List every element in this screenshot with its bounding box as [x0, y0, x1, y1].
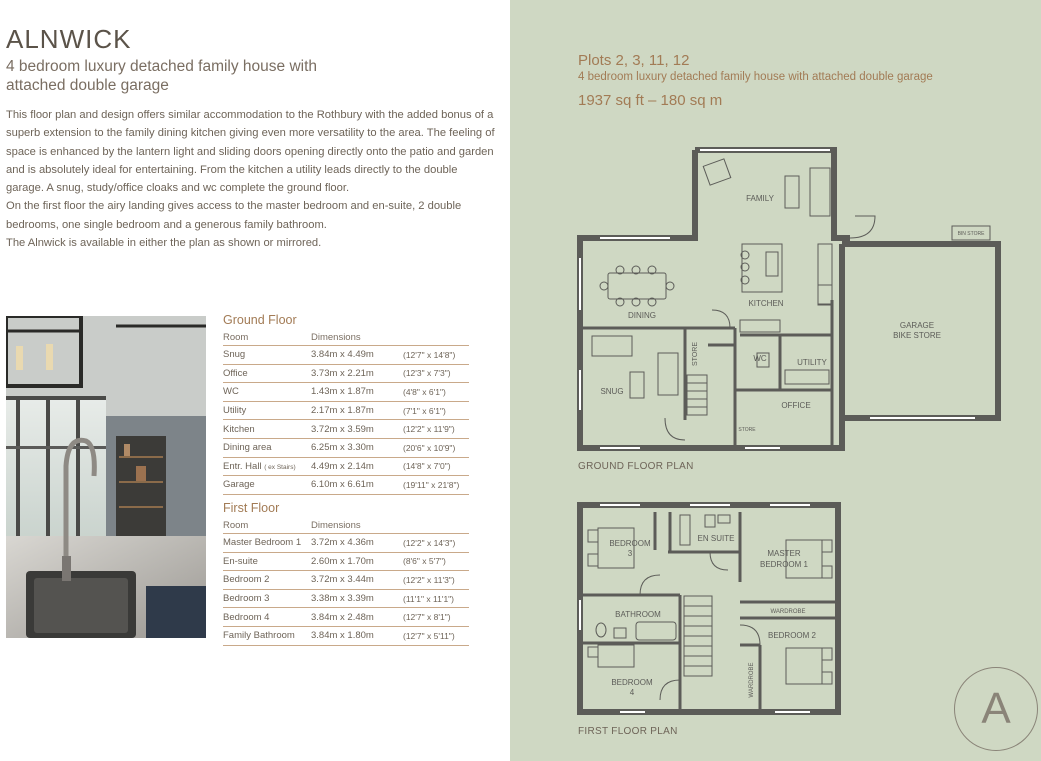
ground-floor-plan — [575, 140, 1035, 455]
metric-dimensions: 2.60m x 1.70m — [311, 555, 374, 567]
room-name — [223, 424, 311, 435]
room-name — [223, 461, 311, 472]
room-label-bedroom-4: BEDROOM — [611, 678, 653, 687]
room-label-store-small: STORE — [738, 427, 756, 433]
metric-dimensions: 3.38m x 3.39m — [311, 593, 374, 605]
room-label-snug: SNUG — [600, 387, 624, 396]
description-paragraph: On the first floor the airy landing gives access to the master bedroom and en-suite, 2 double bedrooms, one single bedroom and a generous family bathroom. — [6, 200, 462, 231]
room-label-bedroom-3-number: 3 — [627, 549, 633, 558]
column-header-dimensions: Dimensions — [311, 331, 361, 343]
imperial-dimensions: (12'7" x 8'1") — [403, 612, 451, 623]
table-row — [223, 608, 469, 627]
table-row — [223, 439, 469, 458]
imperial-dimensions: (20'6" x 10'9") — [403, 442, 456, 453]
table-header-row — [223, 329, 469, 346]
column-header-room: Room — [223, 519, 249, 531]
imperial-dimensions: (12'2" x 11'9") — [403, 424, 455, 435]
table-row — [223, 383, 469, 402]
table-heading: Ground Floor — [223, 313, 297, 327]
ground-floor-table — [223, 313, 469, 495]
room-label-wc: WC — [753, 354, 767, 363]
room-label-store: STORE — [692, 342, 699, 366]
page-subtitle: 4 bedroom luxury detached family house with attached double garage — [6, 58, 318, 94]
imperial-dimensions: (12'7" x 5'11") — [403, 630, 455, 641]
metric-dimensions: 4.49m x 2.14m — [311, 460, 374, 472]
room-name-text: Master Bedroom 1 — [223, 537, 302, 549]
left-panel — [0, 0, 510, 761]
room-name-text: Office — [223, 367, 248, 379]
column-header-dimensions: Dimensions — [311, 519, 361, 531]
room-name-text: Garage — [223, 479, 255, 491]
table-row — [223, 590, 469, 609]
metric-dimensions: 6.10m x 6.61m — [311, 479, 374, 491]
room-name — [223, 349, 311, 360]
room-label-bedroom-2: BEDROOM 2 — [767, 631, 817, 640]
house-type-badge: A — [954, 667, 1038, 751]
table-row — [223, 553, 469, 572]
description-paragraph: The Alnwick is available in either the plan as shown or mirrored. — [6, 237, 322, 250]
metric-dimensions: 3.73m x 2.21m — [311, 367, 374, 379]
metric-dimensions: 3.84m x 2.48m — [311, 611, 374, 623]
plots-subtitle: 4 bedroom luxury detached family house with attached double garage — [578, 71, 933, 83]
room-label-master-bedroom: BEDROOM 1 — [759, 560, 809, 569]
kitchen-photo — [6, 316, 206, 638]
floor-area: 1937 sq ft – 180 sq m — [578, 92, 723, 109]
room-name-text: Snug — [223, 349, 246, 361]
room-label-bin-store: BIN STORE — [957, 231, 985, 237]
imperial-dimensions: (19'11" x 21'8") — [403, 479, 460, 490]
room-name — [223, 479, 311, 490]
description-paragraph: This floor plan and design offers similar accommodation to the Rothbury with the added bonus of a superb extension to the family dining kitchen giving even more versatility to the area. The feeling of space is enhanced by the lantern light and sliding doors opening directly onto the patio and garden and is absolutely ideal for entertaining. From the kitchen a utility leads directly to the double garage. A snug, study/office cloaks and wc complete the ground floor. — [6, 109, 495, 195]
metric-dimensions: 3.72m x 4.36m — [311, 537, 374, 549]
table-header-row — [223, 517, 469, 534]
imperial-dimensions: (11'1" x 11'1") — [403, 593, 455, 604]
room-label-wardrobe-bedroom-2: WARDROBE — [749, 662, 755, 698]
imperial-dimensions: (8'6" x 5'7") — [403, 556, 446, 567]
room-name — [223, 630, 311, 641]
column-header-room: Room — [223, 331, 249, 343]
room-name — [223, 442, 311, 453]
metric-dimensions: 2.17m x 1.87m — [311, 405, 374, 417]
imperial-dimensions: (12'2" x 11'3") — [403, 574, 455, 585]
room-name — [223, 574, 311, 585]
table-row — [223, 365, 469, 384]
room-name — [223, 593, 311, 604]
room-name — [223, 368, 311, 379]
room-name-text: Bedroom 4 — [223, 611, 270, 623]
metric-dimensions: 3.84m x 1.80m — [311, 630, 374, 642]
table-row — [223, 420, 469, 439]
first-floor-table — [223, 501, 469, 646]
table-heading: First Floor — [223, 501, 280, 515]
imperial-dimensions: (12'2" x 14'3") — [403, 537, 456, 548]
room-label-utility: UTILITY — [797, 358, 827, 367]
description — [6, 106, 496, 252]
room-label-bedroom-4-number: 4 — [629, 688, 635, 697]
room-label-en-suite: EN SUITE — [697, 534, 735, 543]
first-floor-plan-label: FIRST FLOOR PLAN — [578, 726, 678, 737]
plots-heading: Plots 2, 3, 11, 12 — [578, 52, 690, 69]
room-name-text: WC — [223, 386, 239, 398]
ground-floor-plan-label: GROUND FLOOR PLAN — [578, 461, 694, 472]
imperial-dimensions: (14'8" x 7'0") — [403, 461, 451, 472]
room-name — [223, 405, 311, 416]
room-name — [223, 612, 311, 623]
metric-dimensions: 3.72m x 3.44m — [311, 574, 374, 586]
room-label-garage: GARAGE — [899, 321, 935, 330]
metric-dimensions: 3.72m x 3.59m — [311, 423, 374, 435]
table-row — [223, 627, 469, 646]
room-label-master: MASTER — [767, 549, 801, 558]
imperial-dimensions: (12'7" x 14'8") — [403, 349, 456, 360]
imperial-dimensions: (7'1" x 6'1") — [403, 405, 446, 416]
page-title: ALNWICK — [6, 24, 132, 54]
table-row — [223, 534, 469, 553]
first-floor-plan — [575, 495, 855, 720]
room-name-text: Family Bathroom — [223, 630, 295, 642]
room-name-text: Kitchen — [223, 423, 255, 435]
imperial-dimensions: (4'8" x 6'1") — [403, 386, 446, 397]
table-row — [223, 402, 469, 421]
room-label-wardrobe-master: WARDROBE — [770, 609, 806, 615]
room-name-text: Utility — [223, 405, 247, 417]
room-name-text: Bedroom 2 — [223, 574, 270, 586]
room-name — [223, 556, 311, 567]
table-row — [223, 571, 469, 590]
imperial-dimensions: (12'3" x 7'3") — [403, 368, 451, 379]
room-label-family: FAMILY — [746, 194, 774, 203]
room-name — [223, 386, 311, 397]
room-name-text: Dining area — [223, 442, 272, 454]
room-name-text: Entr. Hall — [223, 460, 262, 472]
room-name-text: Bedroom 3 — [223, 593, 270, 605]
room-label-bathroom: BATHROOM — [615, 610, 661, 619]
room-label-dining: DINING — [628, 311, 656, 320]
room-name — [223, 537, 311, 548]
table-row — [223, 346, 469, 365]
metric-dimensions: 1.43m x 1.87m — [311, 386, 374, 398]
table-row — [223, 458, 469, 477]
room-label-office: OFFICE — [781, 401, 811, 410]
room-name-text: En-suite — [223, 555, 258, 567]
metric-dimensions: 6.25m x 3.30m — [311, 442, 374, 454]
room-label-bike-store: BIKE STORE — [893, 331, 941, 340]
metric-dimensions: 3.84m x 4.49m — [311, 349, 374, 361]
room-label-bedroom-3: BEDROOM — [609, 539, 651, 548]
room-label-kitchen: KITCHEN — [748, 299, 784, 308]
room-note: ( ex Stairs) — [264, 463, 296, 471]
table-row — [223, 476, 469, 495]
